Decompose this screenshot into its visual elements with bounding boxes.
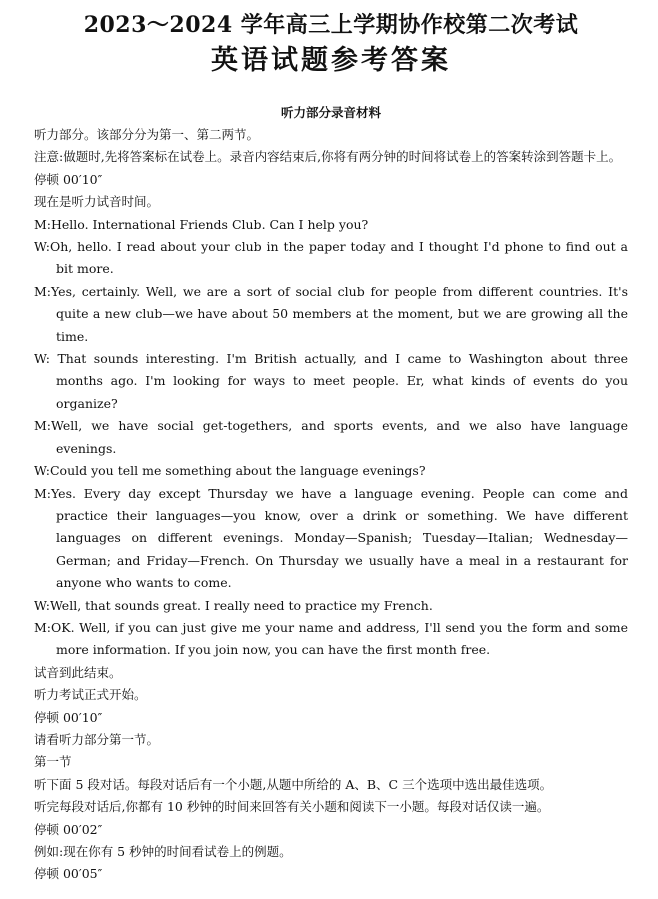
paragraph-line: 注意:做题时,先将答案标在试卷上。录音内容结束后,你将有两分钟的时间将试卷上的答案转涂到答题卡上。 (34, 149, 622, 165)
dialog-line: W:Could you tell me something about the language evenings? (34, 463, 426, 479)
paragraph-line: 请看听力部分第一节。 (34, 731, 160, 747)
pause-line: 停顿 00′05″ (34, 866, 103, 882)
dialog-line: M:Yes. Every day except Thursday we have a language evening. People can come and practice their languages—you know, over a drink or something. We have different languages on different evenings. Monday—Spanish; Tuesday—Italian; Wednesday—German; and Friday—French. On Thursday we usually have a meal in a restaurant for anyone who wants to come. (34, 485, 628, 591)
paragraph-line: 听下面 5 段对话。每段对话后有一个小题,从题中所给的 A、B、C 三个选项中选出最佳选项。 (34, 776, 553, 792)
transcript-body (34, 124, 628, 886)
paragraph-line: 听完每段对话后,你都有 10 秒钟的时间来回答有关小题和阅读下一小题。每段对话仅读一遍。 (34, 799, 550, 815)
dialog-line: W:Well, that sounds great. I really need to practice my French. (34, 597, 433, 613)
paragraph-line: 试音到此结束。 (34, 664, 122, 680)
pause-line: 停顿 00′10″ (34, 709, 103, 725)
dialog-line: M:Well, we have social get-togethers, and sports events, and we also have language evenings. (34, 418, 628, 456)
section-title: 听力部分录音材料 (280, 105, 381, 120)
dialog-line: M:OK. Well, if you can just give me your name and address, I'll send you the form and some more information. If you join now, you can have the first month free. (34, 619, 628, 658)
subsection-heading: 第一节 (34, 754, 72, 770)
dialog-line: M:Hello. International Friends Club. Can I help you? (34, 216, 369, 232)
paragraph-line: 听力考试正式开始。 (34, 687, 147, 703)
dialog-line: W: That sounds interesting. I'm British actually, and I came to Washington about three months ago. I'm looking for ways to meet people. Er, what kinds of events do you organize? (34, 351, 628, 411)
answer-key-title: 英语试题参考答案 (211, 45, 451, 76)
pause-line: 停顿 00′10″ (34, 171, 103, 187)
pause-line: 停顿 00′02″ (34, 821, 103, 837)
paragraph-line: 例如:现在你有 5 秒钟的时间看试卷上的例题。 (34, 844, 292, 859)
paragraph-line: 现在是听力试音时间。 (34, 194, 160, 210)
exam-title: 2023～2024 学年高三上学期协作校第二次考试 (83, 12, 579, 38)
dialog-line: M:Yes, certainly. Well, we are a sort of social club for people from different countries. It's quite a new club—we have about 50 members at the moment, but we are growing all the time. (34, 283, 628, 344)
dialog-line: W:Oh, hello. I read about your club in the paper today and I thought I'd phone to find out a bit more. (34, 239, 628, 277)
paragraph-line: 听力部分。该部分分为第一、第二两节。 (34, 127, 260, 142)
